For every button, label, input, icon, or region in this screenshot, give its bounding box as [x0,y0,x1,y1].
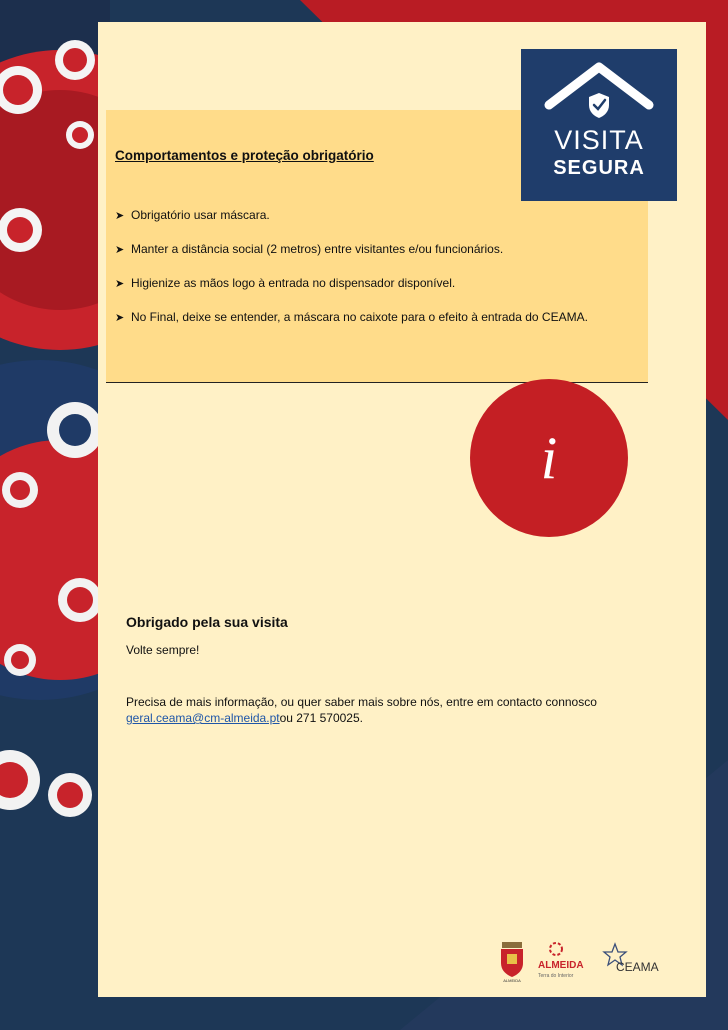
house-shield-check-icon [521,49,677,129]
contact-text: Precisa de mais informação, ou quer saber mais sobre nós, entre em contacto connosco [126,695,597,709]
almeida-star-icon [546,940,566,958]
rules-list [115,208,588,344]
visita-label: VISITA [554,125,644,155]
list-item [115,208,588,222]
arrow-bullet-icon: ➤ [115,243,125,256]
ceama-logo-text: CEAMA [616,960,659,974]
segura-label: SEGURA [553,157,645,179]
email-link[interactable]: geral.ceama@cm-almeida.pt [126,711,280,725]
rule-text: Higienize as mãos logo à entrada no dispensador disponível. [131,276,456,290]
arrow-bullet-icon: ➤ [115,311,125,324]
rule-text: Obrigatório usar máscara. [131,208,270,222]
poster-page [98,22,706,997]
info-badge [470,379,628,537]
thanks-subtitle: Volte sempre! [126,643,200,657]
info-icon: i [540,425,558,491]
list-item [115,242,588,256]
list-item [115,276,588,290]
rules-heading: Comportamentos e proteção obrigatório [115,148,374,163]
crest-caption: ALMEIDA [503,978,521,983]
list-item [115,310,588,324]
phone-text: ou 271 570025. [279,711,363,725]
almeida-logo-text: ALMEIDA [538,960,584,971]
rule-text: No Final, deixe se entender, a máscara no caixote para o efeito à entrada do CEAMA. [131,310,588,324]
almeida-tagline: Terra do Interior [538,973,574,979]
contact-paragraph [126,694,686,726]
thanks-title: Obrigado pela sua visita [126,614,288,630]
arrow-bullet-icon: ➤ [115,209,125,222]
visita-segura-logo [521,49,677,201]
footer-logos [498,940,678,984]
rule-text: Manter a distância social (2 metros) entre visitantes e/ou funcionários. [131,242,504,256]
arrow-bullet-icon: ➤ [115,277,125,290]
